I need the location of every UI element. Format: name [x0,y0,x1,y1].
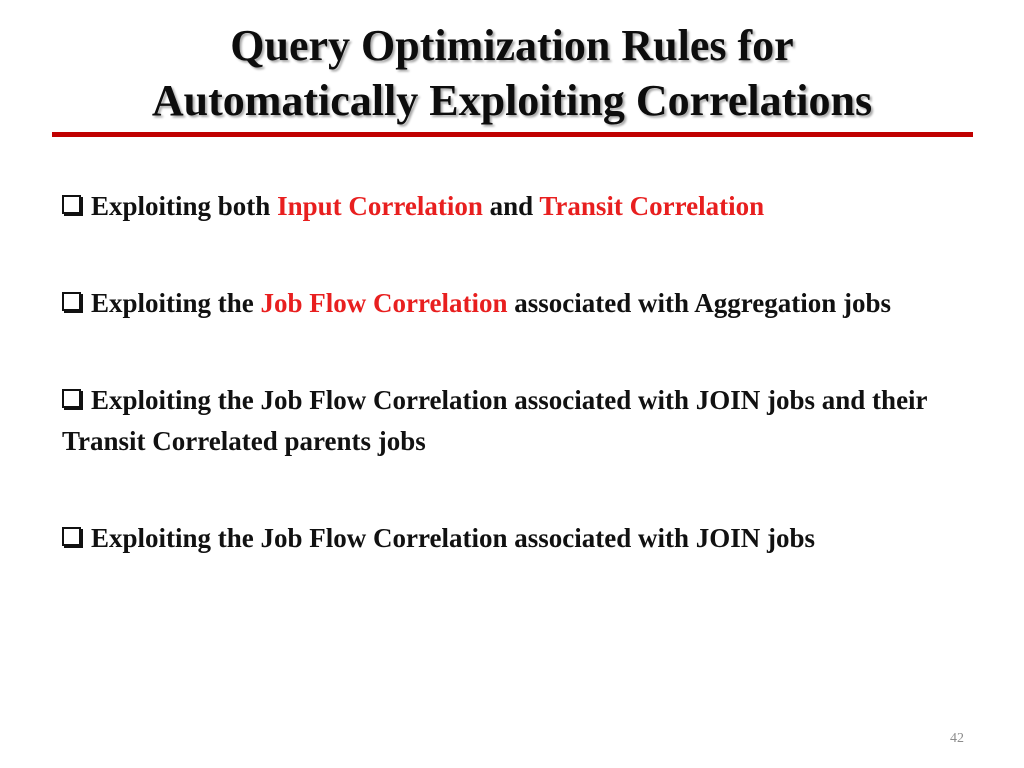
title-line-2: Automatically Exploiting Correlations [151,76,873,125]
highlight-term: Job Flow Correlation [260,288,508,318]
bullet-text: and [482,191,540,221]
bullet-text: associated with Aggregation jobs [507,288,892,318]
bullet-text: Exploiting the Job Flow Correlation associated with JOIN jobs and their Transit Correlated parents jobs [62,385,928,456]
bullet-item [62,283,962,324]
checkbox-square-icon [62,527,81,546]
highlight-term: Input Correlation [277,191,483,221]
bullet-item [62,380,962,462]
bullet-item [62,518,962,559]
page-number: 42 [950,731,964,746]
slide-title [40,18,984,128]
title-underline-rule [52,132,973,137]
checkbox-square-icon [62,389,81,408]
highlight-term: Transit Correlation [539,191,765,221]
bullet-text: Exploiting the Job Flow Correlation associated with JOIN jobs [91,523,816,553]
bullet-item [62,186,962,227]
checkbox-square-icon [62,195,81,214]
bullet-text: Exploiting both [91,191,278,221]
checkbox-square-icon [62,292,81,311]
bullet-list [62,186,962,559]
title-line-1: Query Optimization Rules for [230,21,794,70]
bullet-text: Exploiting the [91,288,261,318]
